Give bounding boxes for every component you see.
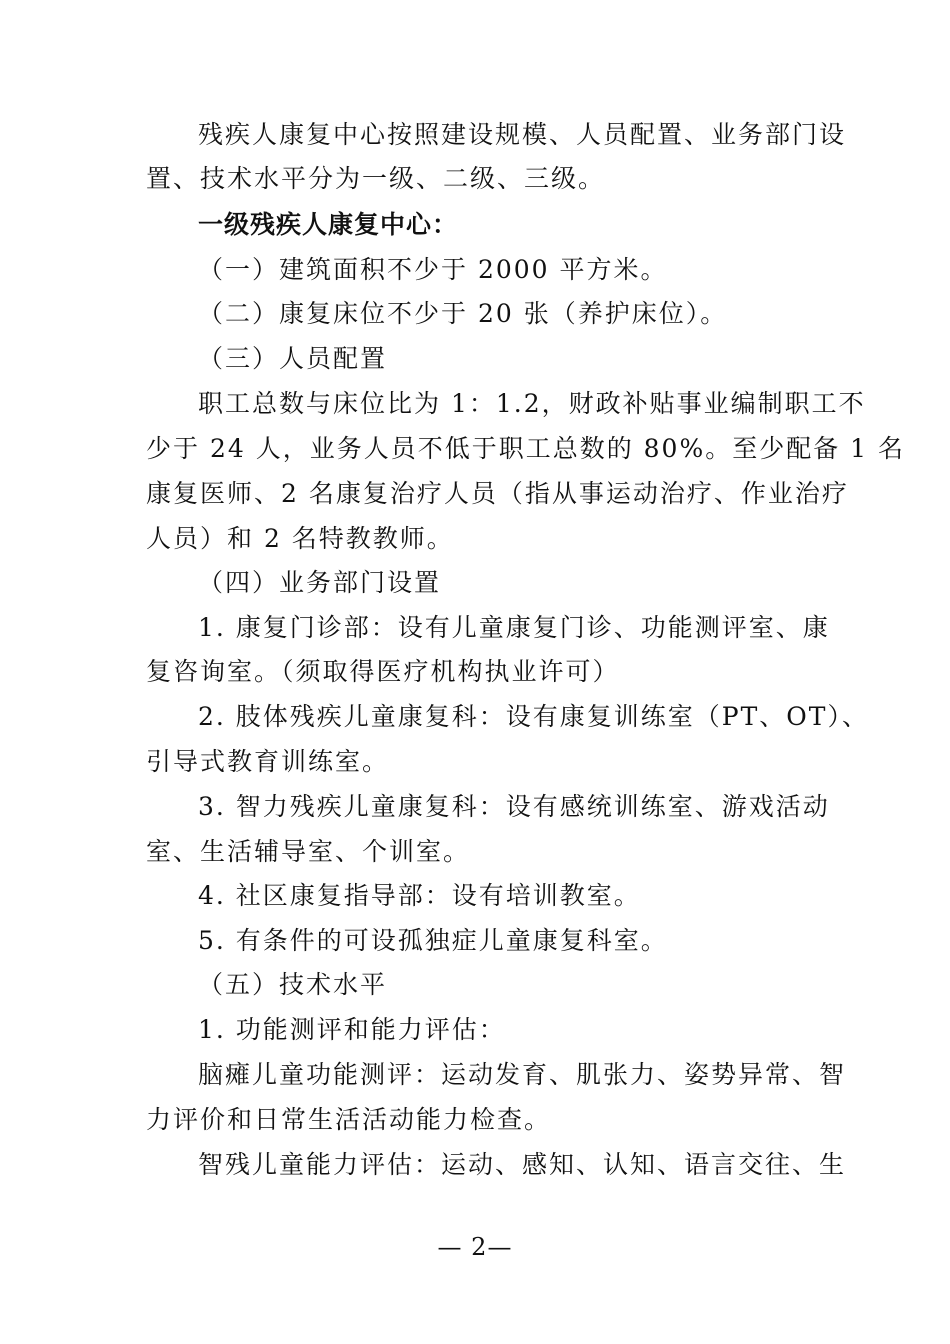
text-line-17: 室、生活辅导室、个训室。 (146, 837, 471, 866)
text-line-14: 2. 肢体残疾儿童康复科：设有康复训练室（PT、OT）、 (198, 702, 869, 731)
text-line-6: （三）人员配置 (198, 344, 388, 373)
text-line-8: 少于 24 人，业务人员不低于职工总数的 80%。至少配备 1 名 (146, 434, 906, 463)
text-line-24: 智残儿童能力评估：运动、感知、认知、语言交往、生 (198, 1150, 847, 1179)
text-line-10: 人员）和 2 名特教教师。 (146, 524, 454, 553)
text-line-19: 5. 有条件的可设孤独症儿童康复科室。 (198, 926, 668, 955)
text-line-16: 3. 智力残疾儿童康复科：设有感统训练室、游戏活动 (198, 792, 830, 821)
text-line-23: 力评价和日常生活活动能力检查。 (146, 1105, 552, 1134)
text-line-12: 1. 康复门诊部：设有儿童康复门诊、功能测评室、康 (198, 613, 830, 642)
text-line-21: 1. 功能测评和能力评估： (198, 1015, 506, 1044)
text-line-5: （二）康复床位不少于 20 张（养护床位）。 (198, 299, 728, 328)
text-line-20: （五）技术水平 (198, 970, 388, 999)
text-line-2: 置、技术水平分为一级、二级、三级。 (146, 164, 606, 193)
text-line-7: 职工总数与床位比为 1：1.2，财政补贴事业编制职工不 (198, 389, 866, 418)
text-line-1: 残疾人康复中心按照建设规模、人员配置、业务部门设 (198, 120, 847, 149)
text-line-11: （四）业务部门设置 (198, 568, 442, 597)
page-number: — 2— (437, 1233, 513, 1261)
text-line-22: 脑瘫儿童功能测评：运动发育、肌张力、姿势异常、智 (198, 1060, 847, 1089)
text-line-15: 引导式教育训练室。 (146, 747, 390, 776)
text-line-4: （一）建筑面积不少于 2000 平方米。 (198, 255, 668, 284)
text-line-13: 复咨询室。（须取得医疗机构执业许可） (146, 657, 620, 686)
text-line-18: 4. 社区康复指导部：设有培训教室。 (198, 881, 641, 910)
text-line-9: 康复医师、2 名康复治疗人员（指从事运动治疗、作业治疗 (146, 479, 849, 508)
section-heading: 一级残疾人康复中心： (198, 210, 459, 239)
